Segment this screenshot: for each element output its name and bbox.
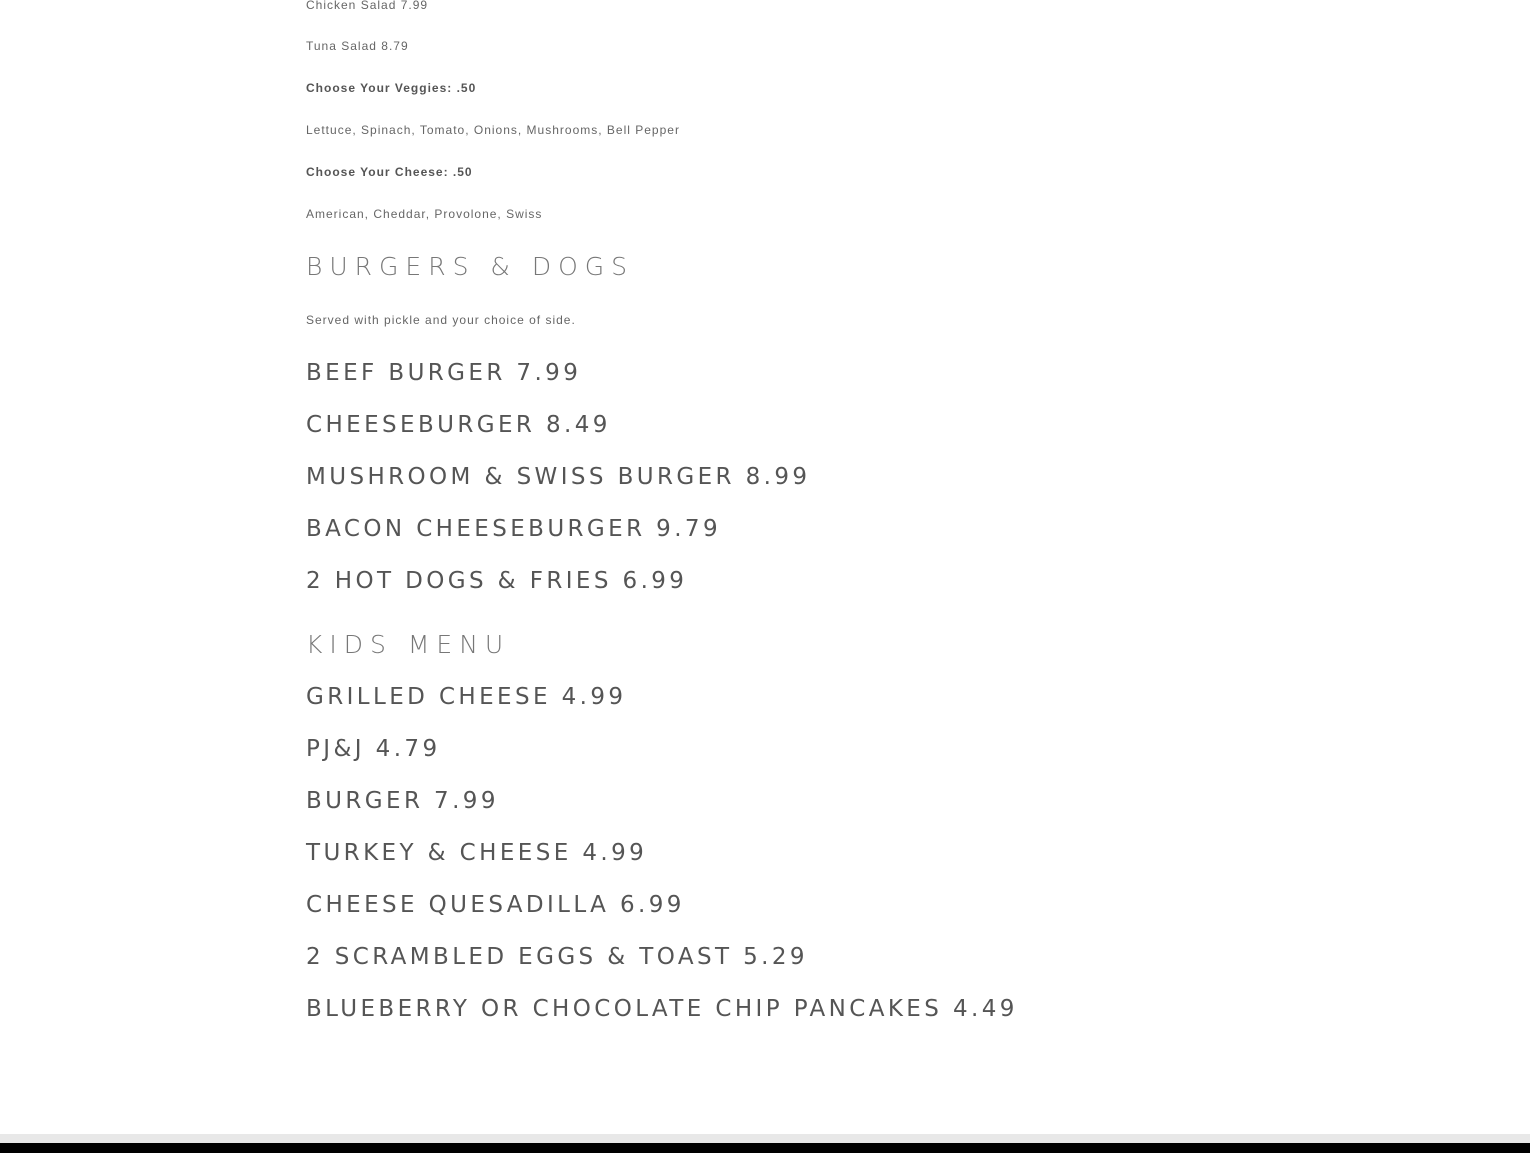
footer-bar [0, 1143, 1530, 1153]
burger-item: BEEF BURGER 7.99 [306, 360, 582, 386]
kids-item: TURKEY & CHEESE 4.99 [306, 840, 648, 866]
kids-item: BURGER 7.99 [306, 788, 499, 814]
kids-item: PJ&J 4.79 [306, 736, 441, 762]
kids-item: GRILLED CHEESE 4.99 [306, 684, 627, 710]
burger-item: MUSHROOM & SWISS BURGER 8.99 [306, 464, 811, 490]
cheese-heading: Choose Your Cheese: .50 [306, 165, 473, 179]
kids-item: 2 SCRAMBLED EGGS & TOAST 5.29 [306, 944, 808, 970]
kids-item: BLUEBERRY OR CHOCOLATE CHIP PANCAKES 4.49 [306, 996, 1018, 1022]
burgers-section-heading: BURGERS & DOGS [306, 252, 635, 281]
burger-item: 2 HOT DOGS & FRIES 6.99 [306, 568, 688, 594]
veggies-heading: Choose Your Veggies: .50 [306, 81, 477, 95]
burger-item: CHEESEBURGER 8.49 [306, 412, 611, 438]
kids-item: CHEESE QUESADILLA 6.99 [306, 892, 685, 918]
menu-item-chicken-salad: Chicken Salad 7.99 [306, 0, 429, 12]
cheese-list: American, Cheddar, Provolone, Swiss [306, 207, 543, 221]
burger-item: BACON CHEESEBURGER 9.79 [306, 516, 721, 542]
menu-item-tuna-salad: Tuna Salad 8.79 [306, 39, 409, 53]
kids-section-heading: KIDS MENU [306, 630, 511, 659]
veggies-list: Lettuce, Spinach, Tomato, Onions, Mushrooms, Bell Pepper [306, 123, 680, 137]
burgers-note: Served with pickle and your choice of side. [306, 313, 576, 327]
